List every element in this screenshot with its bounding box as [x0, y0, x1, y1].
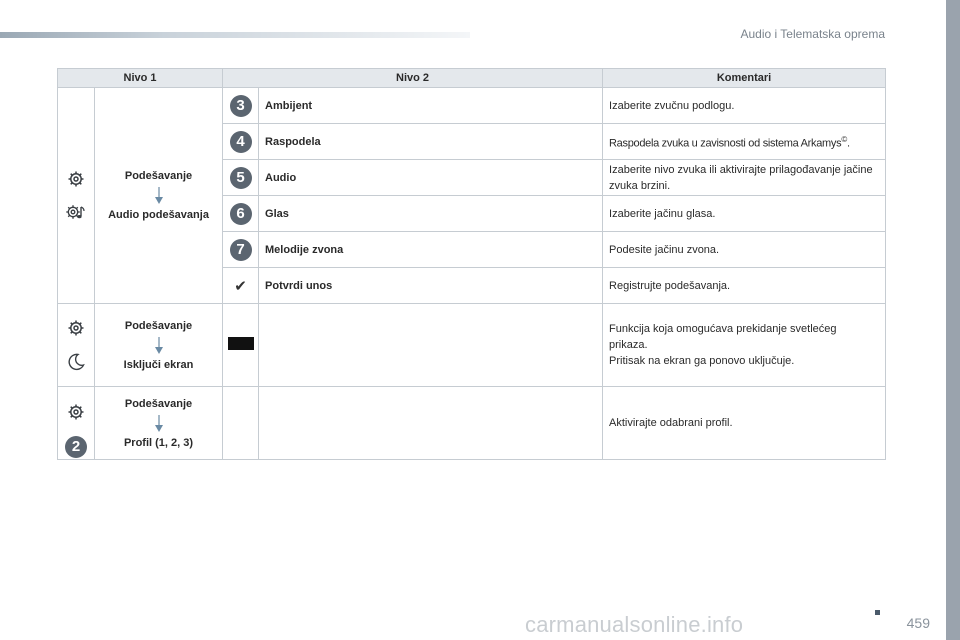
menu-screen-off-label: Isključi ekran [123, 358, 194, 371]
row-potvrdi-comment: Registrujte podešavanja. [603, 268, 886, 304]
settings-gear-icon [66, 402, 86, 422]
badge-7: 7 [230, 239, 252, 261]
group3-icons [58, 387, 95, 460]
group3-empty-cell-b [259, 387, 603, 460]
row-raspodela-comment: Raspodela zvuka u zavisnosti od sistema Arkamys©. [603, 124, 886, 160]
arrow-down-icon [154, 415, 164, 433]
watermark: carmanualsonline.info [525, 612, 744, 637]
section-title: Audio i Telematska oprema [740, 27, 885, 41]
row-ambijent-comment: Izaberite zvučnu podlogu. [603, 88, 886, 124]
badge-6: 6 [230, 203, 252, 225]
col-header-level2: Nivo 2 [223, 69, 603, 88]
settings-gear-icon [66, 318, 86, 338]
row-melodije-comment: Podesite jačinu zvona. [603, 232, 886, 268]
group2-menu-path [95, 304, 223, 387]
moon-icon [66, 352, 86, 372]
badge-4: 4 [230, 131, 252, 153]
checkmark-icon: ✔ [234, 277, 247, 295]
header-bar [0, 32, 470, 38]
badge-5: 5 [230, 167, 252, 189]
row-audio-label: Audio [259, 160, 603, 196]
col-header-comments: Komentari [603, 69, 886, 88]
page-marker [875, 610, 880, 615]
row-audio-comment: Izaberite nivo zvuka ili aktivirajte prilagođavanje jačine zvuka brzini. [603, 160, 886, 196]
row-glas-label: Glas [259, 196, 603, 232]
arrow-down-icon [154, 337, 164, 355]
menu-profile-label: Profil (1, 2, 3) [123, 436, 194, 449]
group2-empty-cell [259, 304, 603, 387]
row-melodije-label: Melodije zvona [259, 232, 603, 268]
group1-icons [58, 88, 95, 304]
group3-empty-cell-a [223, 387, 259, 460]
menu-settings-label: Podešavanje [124, 397, 193, 410]
arrow-down-icon [154, 187, 164, 205]
side-strip [946, 0, 960, 640]
menu-settings-label: Podešavanje [124, 170, 193, 182]
row-ambijent-label: Ambijent [259, 88, 603, 124]
audio-settings-icon [66, 203, 86, 223]
row-potvrdi-label: Potvrdi unos [259, 268, 603, 304]
menu-audio-settings-label: Audio podešavanja [108, 209, 209, 221]
settings-table [57, 68, 886, 460]
settings-gear-icon [66, 169, 86, 189]
group2-comment: Funkcija koja omogućava prekidanje svetlećeg prikaza. Pritisak na ekran ga ponovo uključuje. [603, 304, 886, 387]
col-header-level1: Nivo 1 [58, 69, 223, 88]
row-raspodela-label: Raspodela [259, 124, 603, 160]
group3-comment: Aktivirajte odabrani profil. [603, 387, 886, 460]
page-number: 459 [906, 615, 930, 631]
profile-2-badge: 2 [65, 436, 87, 458]
row-glas-comment: Izaberite jačinu glasa. [603, 196, 886, 232]
badge-3: 3 [230, 95, 252, 117]
menu-settings-label: Podešavanje [124, 319, 193, 332]
group3-menu-path [95, 387, 223, 460]
group1-menu-path [95, 88, 223, 304]
screen-off-icon [228, 337, 254, 350]
group2-icons [58, 304, 95, 387]
